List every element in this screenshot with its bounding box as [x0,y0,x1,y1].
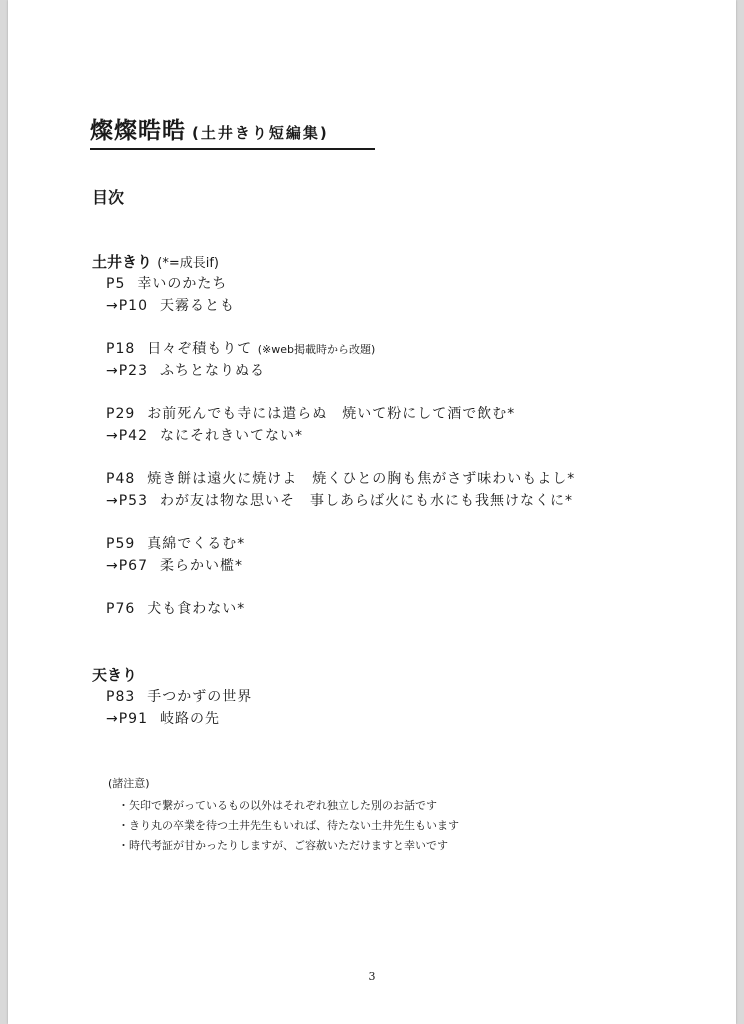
entry-title: 柔らかい檻* [160,558,243,574]
toc-entry [106,708,220,728]
entry-title: 犬も食わない* [147,601,246,617]
arrow-icon: → [106,493,119,509]
entry-title: 岐路の先 [160,711,220,727]
entry-page: P76 [106,601,136,617]
entry-title: お前死んでも寺には遣らぬ 焼いて粉にして酒で飲む* [147,406,516,422]
entry-title: 幸いのかたち [137,276,228,292]
section-heading [92,251,219,272]
book-title: 燦燦晧晧 [90,118,186,144]
notes-heading: (諸注意) [108,777,150,790]
notes-item: ・きり丸の卒業を待つ土井先生もいれば、待たない土井先生もいます [118,819,459,832]
title-block [90,112,375,150]
entry-page: P18 [106,341,136,357]
toc-entry [106,555,243,575]
entry-page: P53 [118,493,148,509]
toc-entry [106,468,575,488]
entry-page: P91 [118,711,148,727]
section-title: 土井きり [92,253,153,271]
entry-page: P10 [118,298,148,314]
notes-block [108,775,459,857]
entry-title: 手つかずの世界 [147,689,253,705]
toc-entry [106,425,303,445]
entry-page: P29 [106,406,136,422]
toc-label: 目次 [92,188,125,207]
toc-entry [106,686,252,706]
arrow-icon: → [106,558,119,574]
notes-item: ・矢印で繋がっているもの以外はそれぞれ独立した別のお話です [118,799,437,812]
toc-entry [106,295,235,315]
entry-page: P67 [118,558,148,574]
book-subtitle: (土井きり短編集) [192,124,329,142]
toc-entry [106,533,245,553]
entry-note: (※web掲載時から改題) [257,343,376,356]
toc-entry [106,360,265,380]
arrow-icon: → [106,363,119,379]
toc-entry [106,490,573,510]
entry-page: P42 [118,428,148,444]
entry-page: P59 [106,536,136,552]
toc-entry [106,598,245,618]
entry-title: わが友は物な思いそ 事しあらば火にも水にも我無けなくに* [160,493,573,509]
document-page [8,0,736,1024]
entry-page: P23 [118,363,148,379]
toc-entry [106,403,515,423]
notes-item: ・時代考証が甘かったりしますが、ご容赦いただけますと幸いです [118,839,448,852]
entry-title: ふちとなりぬる [160,363,265,379]
section-heading [92,664,137,685]
entry-title: 焼き餅は遠火に焼けよ 焼くひとの胸も焦がさず味わいもよし* [147,471,576,487]
entry-page: P48 [106,471,136,487]
entry-title: 天霧るとも [160,298,235,314]
entry-title: なにそれきいてない* [160,428,303,444]
entry-title: 日々ぞ積もりて [147,341,253,357]
entry-title: 真綿でくるむ* [147,536,246,552]
toc-entry [106,338,375,358]
page-number: 3 [368,970,376,983]
section-title: 天きり [92,666,138,684]
entry-page: P5 [106,276,126,292]
toc-entry [106,273,227,293]
arrow-icon: → [106,298,119,314]
arrow-icon: → [106,428,119,444]
entry-page: P83 [106,689,136,705]
arrow-icon: → [106,711,119,727]
section-note: (*=成長if) [157,256,219,271]
